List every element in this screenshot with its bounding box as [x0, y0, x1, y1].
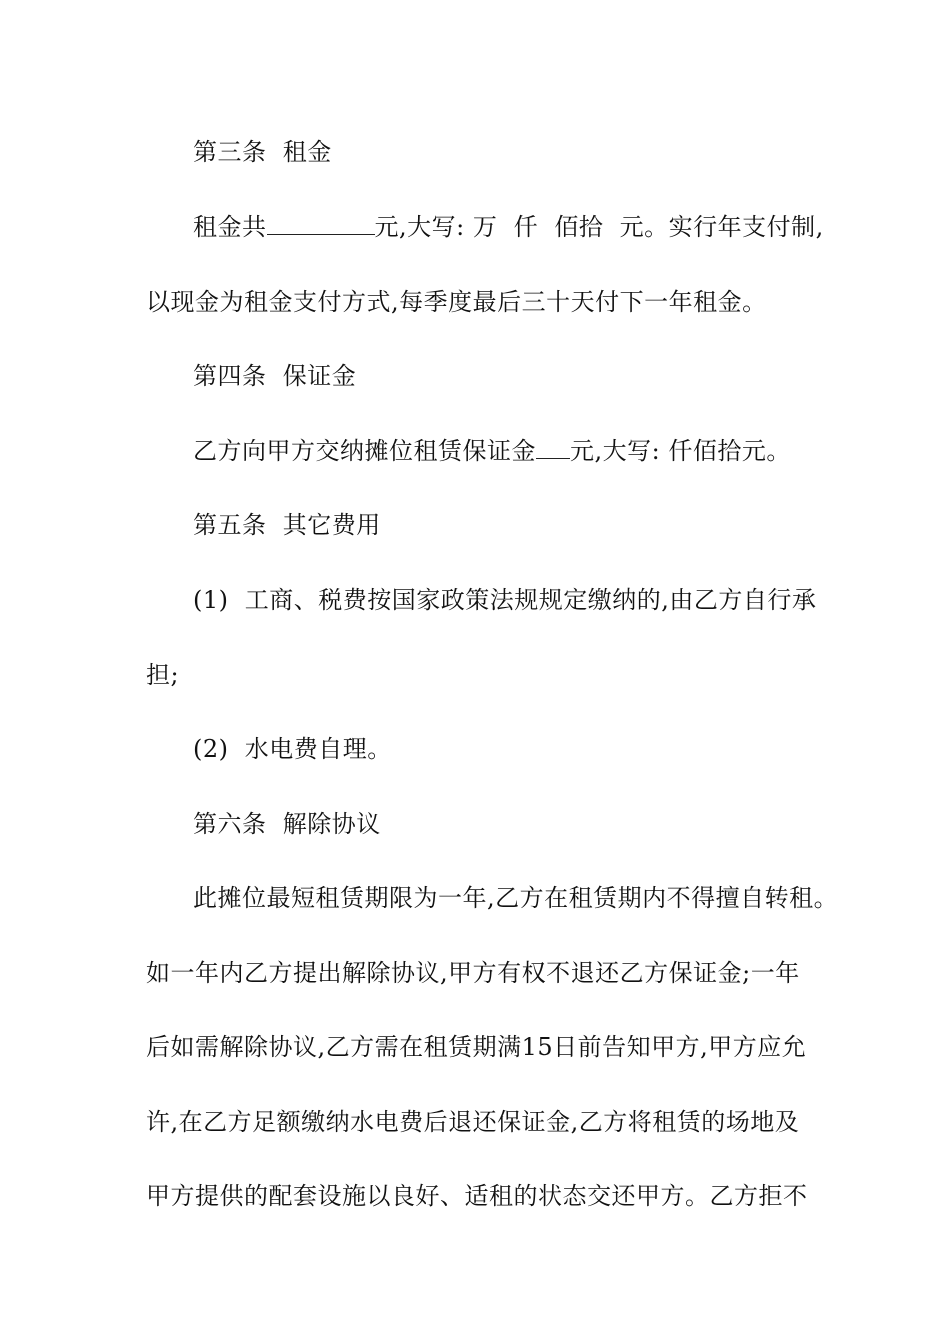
article-6-line-3: 后如需解除协议,乙方需在租赁期满15日前告知甲方,甲方应允 — [146, 1033, 807, 1061]
article-6-line-2: 如一年内乙方提出解除协议,甲方有权不退还乙方保证金;一年 — [146, 959, 800, 987]
article-5-item-2: (2) 水电费自理。 — [193, 735, 392, 763]
article-5-item-1-line-1: (1) 工商、税费按国家政策法规规定缴纳的,由乙方自行承 — [193, 586, 817, 614]
article-5-heading: 第五条 其它费用 — [193, 511, 381, 539]
article-6-heading: 第六条 解除协议 — [193, 810, 381, 838]
article-4-heading: 第四条 保证金 — [193, 362, 357, 390]
article-4-deposit-line — [193, 436, 791, 466]
rent-amount-blank — [267, 212, 375, 235]
article-3-heading: 第三条 租金 — [193, 138, 332, 166]
rent-prefix: 租金共 — [193, 213, 267, 241]
deposit-prefix: 乙方向甲方交纳摊位租赁保证金 — [193, 437, 536, 465]
article-6-line-4: 许,在乙方足额缴纳水电费后退还保证金,乙方将租赁的场地及 — [146, 1108, 800, 1136]
article-6-line-1: 此摊位最短租赁期限为一年,乙方在租赁期内不得擅自转租。 — [193, 884, 839, 912]
article-3-rent-line — [193, 212, 824, 242]
deposit-suffix: 元,大写: 仟佰拾元。 — [570, 437, 791, 465]
article-3-payment-line: 以现金为租金支付方式,每季度最后三十天付下一年租金。 — [146, 288, 767, 316]
deposit-amount-blank — [536, 436, 570, 459]
article-6-line-5: 甲方提供的配套设施以良好、适租的状态交还甲方。乙方拒不 — [146, 1182, 808, 1210]
article-5-item-1-line-2: 担; — [146, 661, 180, 689]
rent-suffix: 元,大写: 万 仟 佰拾 元。实行年支付制, — [374, 213, 824, 241]
